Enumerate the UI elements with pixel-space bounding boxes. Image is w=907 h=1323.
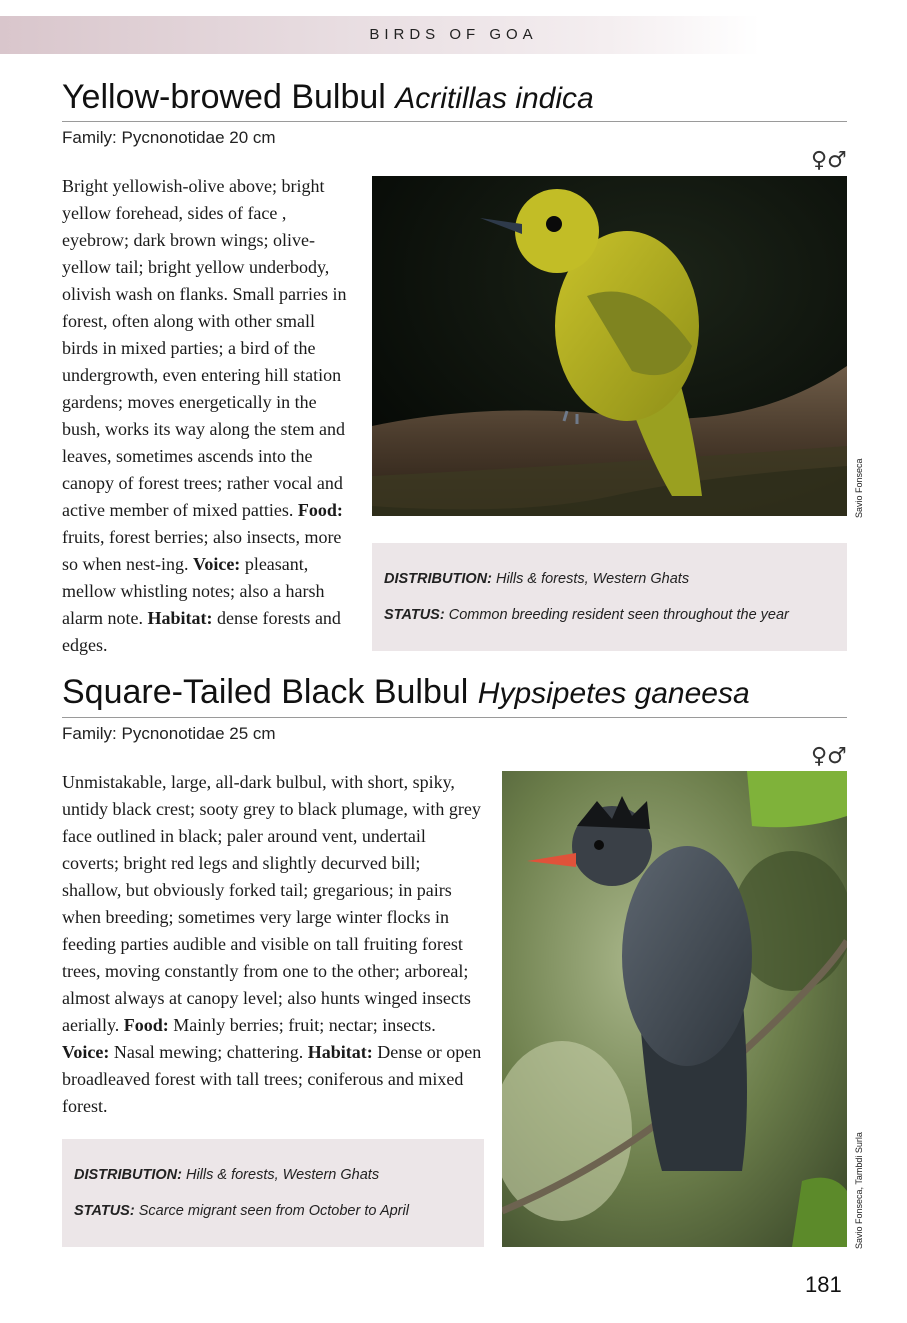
- distribution-status-box: [62, 1139, 484, 1247]
- male-female-icon: ♀♂: [811, 744, 847, 769]
- family-line: Family: Pycnonotidae 20 cm: [62, 128, 276, 147]
- male-female-icon: ♀♂: [811, 148, 847, 173]
- running-header: BIRDS OF GOA: [369, 26, 538, 43]
- photo-credit: Savio Fonseca: [854, 458, 864, 518]
- species-description: Bright yellowish-olive above; bright yellow forehead, sides of face , eyebrow; dark brown wings; olive-yellow tail; bright yellow underbody, olivish wash on flanks. Small parries in forest, often along with other small birds in mixed parties; a bird of the undergrowth, even entering hill station gardens; moves energetically in the bush, works its way along the stem and leaves, sometimes ascends into the canopy of forest trees; rather vocal and active member of mixed patties. Food: fruits, forest berries; also insects, more so when nest-ing. Voice: pleasant, mellow whistling notes; also a harsh alarm note. Habitat: dense forests and edges.: [62, 176, 347, 655]
- page-number: 181: [805, 1272, 842, 1297]
- title-rule: [62, 717, 847, 718]
- scientific-name: Hypsipetes ganeesa: [477, 677, 750, 710]
- status-line: STATUS: Scarce migrant seen from October to April: [74, 1203, 409, 1219]
- species-title: [62, 673, 750, 712]
- species-title: [62, 78, 594, 117]
- distribution-line: DISTRIBUTION: Hills & forests, Western Ghats: [384, 571, 690, 587]
- common-name: Yellow-browed Bulbul: [62, 78, 386, 116]
- distribution-status-box: [372, 543, 847, 651]
- distribution-line: DISTRIBUTION: Hills & forests, Western Ghats: [74, 1167, 380, 1183]
- scientific-name: Acritillas indica: [395, 82, 594, 115]
- photo-credit: Savio Fonseca, Tambdi Surla: [854, 1132, 864, 1249]
- common-name: Square-Tailed Black Bulbul: [62, 673, 469, 711]
- bird-photo-yellow-browed-bulbul: [372, 176, 847, 516]
- bird-photo-square-tailed-black-bulbul: [502, 771, 847, 1247]
- status-line: STATUS: Common breeding resident seen throughout the year: [384, 607, 789, 623]
- family-line: Family: Pycnonotidae 25 cm: [62, 724, 276, 743]
- species-description: Unmistakable, large, all-dark bulbul, with short, spiky, untidy black crest; sooty grey to black plumage, with grey face outlined in black; paler around vent, undertail coverts; bright red legs and slightly decurved bill; shallow, but obviously forked tail; gregarious; in pairs when breeding; sometimes very large winter flocks in feeding parties audible and visible on tall fruiting forest trees, moving constantly from one to the other; arboreal; almost always at canopy level; also hunts winged insects aerially. Food: Mainly berries; fruit; nectar; insects. Voice: Nasal mewing; chattering. Habitat: Dense or open broadleaved forest with tall trees; coniferous and mixed forest.: [62, 772, 482, 1116]
- title-rule: [62, 121, 847, 122]
